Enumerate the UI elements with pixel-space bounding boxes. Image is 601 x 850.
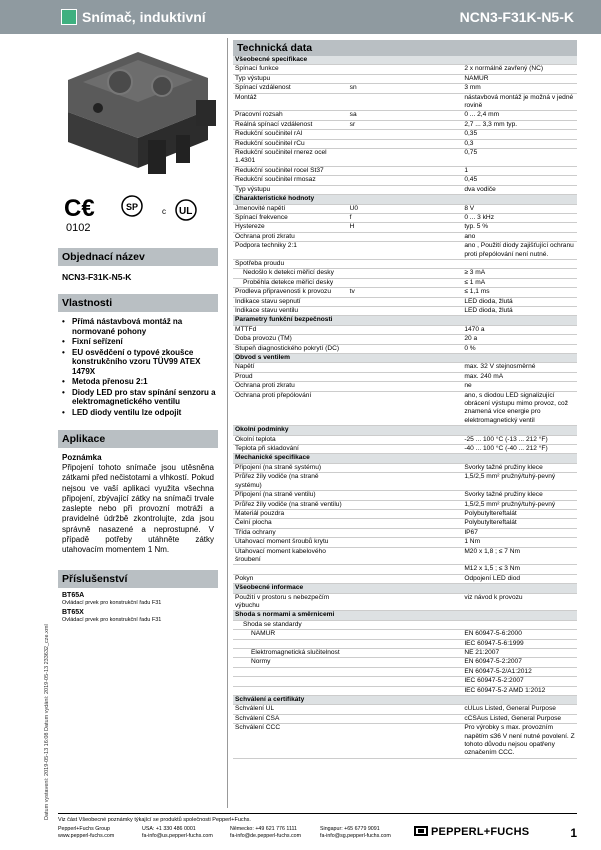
spec-label: Použití v prostoru s nebezpečím výbuchu [233,593,348,611]
spec-label: Průřez žíly vodiče (na straně ventilu) [233,500,348,509]
spec-symbol [348,242,463,260]
spec-value: cCSAus Listed, General Purpose [462,714,577,723]
spec-symbol [348,325,463,334]
spec-label: Utahovací moment kabelového šroubení [233,547,348,565]
spec-row [233,204,577,213]
spec-value: 2 x normálně zavřený (NC) [462,65,577,74]
spec-section-heading [233,611,577,620]
spec-label: Redukční součinitel rnerez ocel 1.4301 [233,149,348,167]
spec-section-heading [233,195,577,204]
right-column [233,40,577,759]
spec-row [233,620,577,629]
footer-col-germany [230,826,301,840]
spec-value: 0 ... 2,4 mm [462,111,577,120]
spec-row [233,288,577,297]
spec-label: Indikace stavu sepnutí [233,297,348,306]
spec-row [233,445,577,454]
spec-label: NAMUR [233,630,348,639]
spec-label [233,677,348,686]
spec-symbol [348,74,463,83]
spec-symbol [348,639,463,648]
page-title: Snímač, induktivní [82,9,206,25]
spec-row [233,639,577,648]
spec-row [233,677,577,686]
spec-symbol: H [348,223,463,232]
spec-label: Pokyn [233,574,348,583]
spec-value: ano, s diodou LED signalizující obrácení výstupu mimo provoz, což znamená více energie pro elektromagnetický ventil [462,391,577,426]
spec-symbol [348,565,463,574]
spec-value: Polybutyltereftalát [462,509,577,518]
spec-symbol [348,667,463,676]
spec-symbol [348,500,463,509]
spec-row [233,391,577,426]
spec-symbol: sn [348,84,463,93]
spec-value: Svorky tažné pružiny klece [462,491,577,500]
footer-group-web[interactable]: www.pepperl-fuchs.com [58,832,115,839]
spec-value [462,259,577,268]
spec-row [233,372,577,381]
spec-value: LED dioda, žlutá [462,306,577,315]
order-name: NCN3-F31K-N5-K [62,272,132,282]
spec-table [233,56,577,759]
product-code: NCN3-F31K-N5-K [459,9,574,25]
spec-value: 1470 a [462,325,577,334]
spec-symbol [348,547,463,565]
spec-symbol [348,649,463,658]
note-text: Připojení tohoto snímače jsou utěsněna zátkami před nečistotami a vlhkostí. Pokud nejsou ve vaší aplikaci využita všechna připojení, zbývající zátky na snímači trvale zaslepte nebo při provozní motráži a pravidelné údržbě zkontrolujte, zda jsou správně nasazené a neprostupné. V případě potřeby utáhněte zátky utahovacím momentem 1 Nm. [62,463,214,555]
spec-row [233,382,577,391]
footer-col-singapore [320,826,391,840]
svg-text:c: c [162,207,166,216]
footer-col-group [58,826,114,840]
spec-symbol [348,232,463,241]
spec-value: IP67 [462,528,577,537]
spec-label: Stupeň diagnostického pokrytí (DC) [233,344,348,353]
spec-value: 0 ... 3 kHz [462,213,577,222]
spec-value: cULus Listed, General Purpose [462,705,577,714]
spec-symbol: sa [348,111,463,120]
spec-row [233,120,577,129]
spec-value: ano [462,232,577,241]
spec-row [233,185,577,194]
spec-symbol [348,166,463,175]
spec-row [233,528,577,537]
application-heading: Aplikace [58,430,218,448]
spec-value: NE 21:2007 [462,649,577,658]
spec-symbol [348,630,463,639]
footer-note: Viz část Všeobecné poznámky týkající se produktů společnosti Pepperl+Fuchs. [58,817,251,823]
spec-symbol [348,176,463,185]
feature-item: • Metoda přenosu 2:1 [62,377,218,387]
spec-row [233,93,577,111]
spec-label: Redukční součinitel rocel St37 [233,166,348,175]
spec-value: 0,3 [462,139,577,148]
spec-label: Spotřeba proudu [233,259,348,268]
spec-row [233,686,577,695]
footer-divider [58,813,577,814]
spec-row [233,74,577,83]
spec-value: ≤ 1,1 ms [462,288,577,297]
brand-logo-icon [414,826,428,836]
cert-number: 0102 [66,222,91,234]
spec-section-heading [233,454,577,463]
spec-value: Pro výrobky s max. provozním napětím ≤36 V není nutné povolení. Z tohoto důvodu nejsou opatřeny označením CCC. [462,724,577,759]
spec-symbol [348,705,463,714]
spec-label: Redukční součinitel rCu [233,139,348,148]
spec-label: Podpora techniky 2:1 [233,242,348,260]
spec-row [233,325,577,334]
spec-row [233,509,577,518]
note-heading: Poznámka [62,453,102,462]
spec-label: Pracovní rozsah [233,111,348,120]
spec-symbol [348,344,463,353]
spec-label: Teplota při skladování [233,445,348,454]
spec-row [233,242,577,260]
spec-label: MTTFd [233,325,348,334]
svg-text:C€: C€ [64,195,95,222]
spec-section-title: Shoda s normami a směrnicemi [233,611,577,620]
spec-symbol [348,593,463,611]
spec-symbol [348,259,463,268]
spec-label: Proběhla detekce měřicí desky [233,278,348,287]
spec-row [233,259,577,268]
spec-value: 3 mm [462,84,577,93]
spec-value: ano , Použití diody zajišťující ochranu proti přepólování není nutné. [462,242,577,260]
spec-row [233,166,577,175]
spec-row [233,667,577,676]
spec-value: 1,5/2,5 mm² pružný/tuhý-pevný [462,473,577,491]
spec-value: 1 [462,166,577,175]
spec-label: Normy [233,658,348,667]
spec-symbol [348,306,463,315]
spec-row [233,473,577,491]
spec-label: Připojení (na straně systému) [233,463,348,472]
spec-row [233,491,577,500]
spec-label: Spínací vzdálenost [233,84,348,93]
order-name-heading: Objednací název [58,248,218,266]
spec-value: Svorky tažné pružiny klece [462,463,577,472]
spec-value: nástavbová montáž je možná v jedné rovině [462,93,577,111]
spec-row [233,630,577,639]
accessories-list [58,588,218,624]
spec-value [462,620,577,629]
spec-symbol: U0 [348,204,463,213]
spec-row [233,363,577,372]
spec-symbol: f [348,213,463,222]
spec-symbol [348,391,463,426]
spec-row [233,519,577,528]
spec-section-heading [233,56,577,65]
spec-symbol [348,519,463,528]
spec-symbol [348,382,463,391]
spec-value: ≥ 3 mA [462,269,577,278]
spec-value: IEC 60947-5-2:2007 [462,677,577,686]
spec-label: Indikace stavu ventilu [233,306,348,315]
spec-row [233,574,577,583]
spec-section-title: Parametry funkční bezpečnosti [233,316,577,325]
spec-row [233,547,577,565]
spec-label: Redukční součinitel rAl [233,130,348,139]
feature-item: • EU osvědčení o typové zkoušce konstrukčního vzoru TÜV99 ATEX 1479X [62,348,218,377]
spec-symbol [348,491,463,500]
spec-section-title: Obvod s ventilem [233,354,577,363]
spec-label: Schválení CSA [233,714,348,723]
spec-row [233,213,577,222]
spec-value: ne [462,382,577,391]
spec-row [233,593,577,611]
spec-label: Schválení UL [233,705,348,714]
feature-item: • Fixní seřízení [62,337,218,347]
spec-symbol [348,139,463,148]
accessory-description: Ovládací prvek pro konstrukční řadu F31 [62,599,162,606]
spec-symbol [348,363,463,372]
features-list [58,312,218,422]
spec-value: Odpojení LED diod [462,574,577,583]
spec-section-title: Charakteristické hodnoty [233,195,577,204]
spec-label: Materiál pouzdra [233,509,348,518]
header-square-icon [61,9,77,25]
spec-label: Třída ochrany [233,528,348,537]
spec-row [233,344,577,353]
accessory-name: BT65A [62,591,85,599]
spec-section-title: Všeobecné informace [233,584,577,593]
spec-label [233,667,348,676]
spec-section-heading [233,316,577,325]
spec-symbol [348,149,463,167]
spec-section-heading [233,584,577,593]
certification-marks [58,190,218,240]
spec-value: M12 x 1,5 ; ≤ 3 Nm [462,565,577,574]
spec-label: Schválení CCC [233,724,348,759]
spec-row [233,335,577,344]
footer-de-email[interactable]: fa-info@de.pepperl-fuchs.com [230,832,302,839]
spec-section-title: Schválení a certifikáty [233,696,577,705]
spec-row [233,269,577,278]
spec-symbol [348,538,463,547]
spec-label [233,686,348,695]
spec-symbol [348,435,463,444]
spec-symbol: sr [348,120,463,129]
spec-row [233,84,577,93]
spec-label: Proud [233,372,348,381]
spec-label: Typ výstupu [233,185,348,194]
spec-symbol [348,686,463,695]
spec-symbol [348,269,463,278]
spec-row [233,649,577,658]
spec-row [233,111,577,120]
spec-symbol [348,473,463,491]
accessory-name: BT65X [62,608,84,616]
spec-label: Nedošlo k detekci měřicí desky [233,269,348,278]
spec-row [233,306,577,315]
spec-symbol [348,278,463,287]
spec-row [233,139,577,148]
spec-section-title: Všeobecné specifikace [233,56,577,65]
spec-value: 8 V [462,204,577,213]
features-heading: Vlastnosti [58,294,218,312]
spec-label: Průřez žíly vodiče (na straně systému) [233,473,348,491]
spec-symbol [348,65,463,74]
header-bar [0,0,601,34]
spec-row [233,223,577,232]
spec-value: -25 ... 100 °C (-13 ... 212 °F) [462,435,577,444]
spec-value: 1 Nm [462,538,577,547]
spec-label: Ochrana proti přepólování [233,391,348,426]
spec-symbol [348,185,463,194]
spec-label: Typ výstupu [233,74,348,83]
spec-symbol [348,130,463,139]
spec-value: max. 32 V stejnosměrné [462,363,577,372]
feature-item: • Přímá nástavbová montáž na normované pohony [62,317,218,336]
spec-row [233,463,577,472]
spec-symbol [348,372,463,381]
spec-label: Prodleva připravenosti k provozu [233,288,348,297]
spec-value: LED dioda, žlutá [462,297,577,306]
brand-logo [414,826,529,838]
spec-value: ≤ 1 mA [462,278,577,287]
spec-symbol [348,509,463,518]
spec-row [233,149,577,167]
footer-usa-phone: USA: +1 330 486 0001 [142,826,196,832]
spec-label: Montáž [233,93,348,111]
spec-symbol [348,297,463,306]
spec-value: viz návod k provozu [462,593,577,611]
spec-value: 0,35 [462,130,577,139]
spec-value: dva vodiče [462,185,577,194]
spec-label: Ochrana proti zkratu [233,382,348,391]
spec-label: Redukční součinitel rmosaz [233,176,348,185]
spec-value: 0,75 [462,149,577,167]
accessories-heading: Příslušenství [58,570,218,588]
feature-item: • Diody LED pro stav spínání senzoru a elektromagnetického ventilu [62,388,218,407]
spec-row [233,658,577,667]
spec-value: typ. 5 % [462,223,577,232]
spec-label: Napětí [233,363,348,372]
spec-value: -40 ... 100 °C (-40 ... 212 °F) [462,445,577,454]
spec-value: 20 a [462,335,577,344]
footer-usa-email[interactable]: fa-info@us.pepperl-fuchs.com [142,832,213,839]
sensor-photo [58,40,218,190]
spec-row [233,724,577,759]
spec-symbol [348,335,463,344]
spec-symbol: tv [348,288,463,297]
spec-symbol [348,93,463,111]
spec-value: 0,45 [462,176,577,185]
spec-symbol [348,463,463,472]
spec-symbol [348,528,463,537]
svg-text:UL: UL [179,206,193,217]
footer-de-phone: Německo: +49 621 776 1111 [230,826,297,832]
spec-label: Reálná spínací vzdálenost [233,120,348,129]
spec-value: max. 240 mA [462,372,577,381]
spec-label: Čelní plocha [233,519,348,528]
spec-label: Ochrana proti zkratu [233,232,348,241]
spec-label: Spínací frekvence [233,213,348,222]
spec-label: Připojení (na straně ventilu) [233,491,348,500]
spec-value: 1,5/2,5 mm² pružný/tuhý-pevný [462,500,577,509]
spec-section-heading [233,696,577,705]
spec-row [233,538,577,547]
spec-label: Hystereze [233,223,348,232]
spec-row [233,176,577,185]
spec-row [233,705,577,714]
spec-value: EN 60947-5-6:2000 [462,630,577,639]
spec-label: Jmenovité napětí [233,204,348,213]
spec-value: EN 60947-5-2/A1:2012 [462,667,577,676]
spec-symbol [348,658,463,667]
footer-group-name: Pepperl+Fuchs Group [58,826,110,832]
feature-item: • LED diody ventilu lze odpojit [62,408,218,418]
spec-row [233,278,577,287]
spec-label [233,565,348,574]
spec-value: M20 x 1,8 ; ≤ 7 Nm [462,547,577,565]
spec-label: Utahovací moment šroubů krytu [233,538,348,547]
accessory-description: Ovládací prvek pro konstrukční řadu F31 [62,616,162,623]
technical-data-heading: Technická data [233,40,577,56]
issue-date-text: Datum vystavení: 2019-05-13 16:08 Datum vydání: 2019-05-13 233632_cze.xml [44,624,50,820]
spec-label: Elektromagnetická slučitelnost [233,649,348,658]
brand-name: PEPPERL+FUCHS [431,826,530,838]
spec-symbol [348,620,463,629]
spec-label [233,639,348,648]
footer-col-usa [142,826,213,840]
spec-symbol [348,714,463,723]
spec-row [233,130,577,139]
spec-section-title: Okolní podmínky [233,426,577,435]
spec-symbol [348,445,463,454]
spec-row [233,65,577,74]
left-column [58,40,218,626]
spec-value: 0 % [462,344,577,353]
spec-value: EN 60947-5-2:2007 [462,658,577,667]
spec-label: Spínací funkce [233,65,348,74]
spec-value: 2,7 ... 3,3 mm typ. [462,120,577,129]
footer-sg-email[interactable]: fa-info@sg.pepperl-fuchs.com [320,832,391,839]
spec-label: Shoda se standardy [233,620,348,629]
footer-sg-phone: Singapur: +65 6779 9091 [320,826,380,832]
spec-label: Doba provozu (TM) [233,335,348,344]
spec-row [233,565,577,574]
spec-section-heading [233,354,577,363]
spec-row [233,435,577,444]
spec-row [233,297,577,306]
spec-value: Polybutyltereftalát [462,519,577,528]
column-divider [227,38,228,808]
spec-row [233,714,577,723]
spec-row [233,500,577,509]
spec-symbol [348,724,463,759]
spec-value: NAMUR [462,74,577,83]
spec-value: IEC 60947-5-2 AMD 1:2012 [462,686,577,695]
spec-symbol [348,574,463,583]
spec-row [233,232,577,241]
page-number: 1 [570,826,577,840]
spec-section-heading [233,426,577,435]
spec-label: Okolní teplota [233,435,348,444]
spec-value: IEC 60947-5-6:1999 [462,639,577,648]
spec-section-title: Mechanické specifikace [233,454,577,463]
spec-symbol [348,677,463,686]
svg-text:SP: SP [126,202,139,212]
